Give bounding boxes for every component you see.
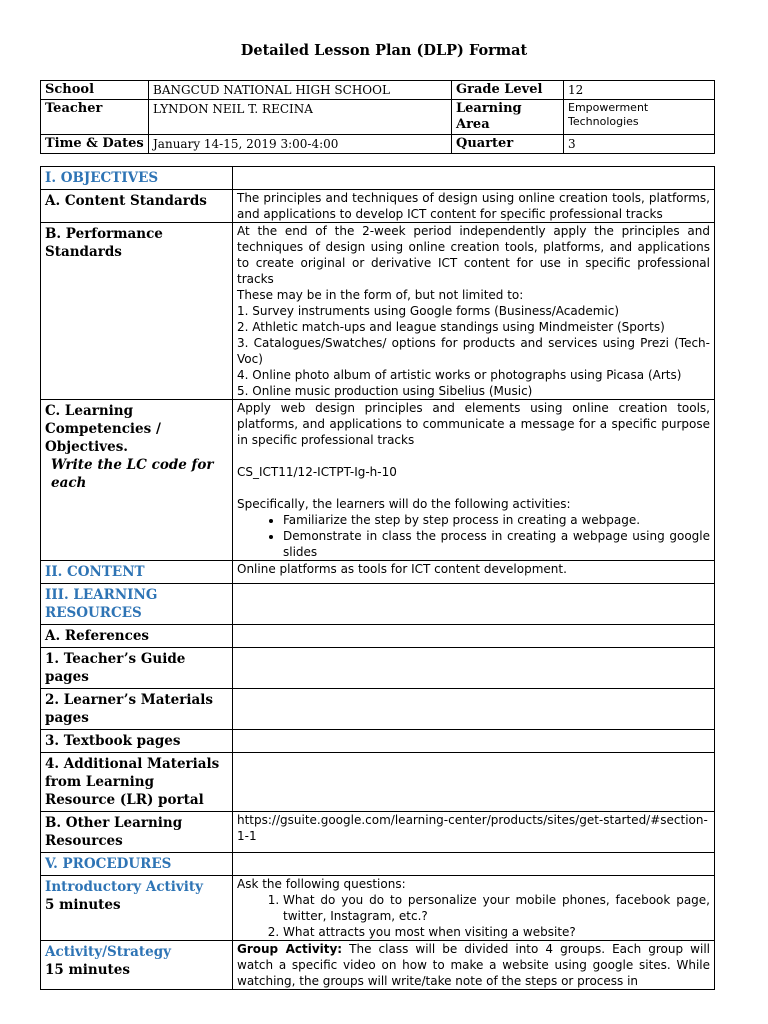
teachers-guide-row <box>41 648 715 689</box>
objectives-heading: I. OBJECTIVES <box>41 167 233 190</box>
procedures-empty <box>233 853 715 876</box>
list-item: • Familiarize the step by step process in creating a webpage. <box>283 512 710 528</box>
learners-materials-label: 2. Learner’s Materials pages <box>41 689 233 730</box>
school-label: School <box>41 81 149 100</box>
learning-competencies-text: Apply web design principles and elements using online creation tools, platforms, and applications to communicate a message for a specific purpose in specific professional tracks <box>237 401 710 447</box>
introductory-activity-time: 5 minutes <box>45 897 121 913</box>
learning-competencies-cell <box>41 400 233 561</box>
activity-strategy-time: 15 minutes <box>45 962 130 978</box>
textbook-label: 3. Textbook pages <box>41 730 233 753</box>
learners-materials-empty <box>233 689 715 730</box>
school-value: BANGCUD NATIONAL HIGH SCHOOL <box>149 81 452 100</box>
learners-materials-row <box>41 689 715 730</box>
textbook-row <box>41 730 715 753</box>
content-standards-label: A. Content Standards <box>41 190 233 223</box>
list-item: 1. What do you do to personalize your mobile phones, facebook page, twitter, Instagram, etc.? <box>283 892 710 924</box>
introductory-activity-content <box>233 876 715 941</box>
activity-strategy-content <box>233 941 715 990</box>
performance-standards-row <box>41 223 715 400</box>
learning-area-label: Learning Area <box>452 100 564 135</box>
references-label: A. References <box>41 625 233 648</box>
performance-intro: These may be in the form of, but not limited to: <box>237 288 524 302</box>
group-activity-label: Group Activity: <box>237 942 343 956</box>
group-activity-text: The class will be divided into 4 groups. Each group will watch a specific video on how to make a website using google sites. While watching, the groups will write/take note of the steps or process in <box>237 942 710 988</box>
content-standards-text: The principles and techniques of design using online creation tools, platforms, and applications to develop ICT content for specific professional tracks <box>233 190 715 223</box>
other-resources-link: https://gsuite.google.com/learning-center/products/sites/get-started/#section-1-1 <box>233 812 715 853</box>
performance-item: 5. Online music production using Sibelius (Music) <box>237 384 533 398</box>
grade-level-value: 12 <box>564 81 715 100</box>
learning-competencies-label: C. Learning Competencies / Objectives. <box>45 403 161 455</box>
teacher-label: Teacher <box>41 100 149 135</box>
references-empty <box>233 625 715 648</box>
additional-materials-empty <box>233 753 715 812</box>
content-heading: II. CONTENT <box>41 561 233 584</box>
introductory-lead: Ask the following questions: <box>237 877 406 891</box>
objectives-heading-row <box>41 167 715 190</box>
quarter-value: 3 <box>564 135 715 154</box>
additional-materials-label: 4. Additional Materials from Learning Resource (LR) portal <box>41 753 233 812</box>
header-table <box>40 80 715 154</box>
lc-activities-intro: Specifically, the learners will do the following activities: <box>237 497 571 511</box>
header-row-school <box>41 81 715 100</box>
teacher-value: LYNDON NEIL T. RECINA <box>149 100 452 135</box>
learning-competencies-content <box>233 400 715 561</box>
content-text: Online platforms as tools for ICT content development. <box>233 561 715 584</box>
objectives-heading-empty <box>233 167 715 190</box>
activity-strategy-row <box>41 941 715 990</box>
introductory-activity-label: Introductory Activity <box>45 879 203 895</box>
learning-area-value: Empowerment Technologies <box>564 100 715 135</box>
introductory-activity-cell <box>41 876 233 941</box>
performance-item: 4. Online photo album of artistic works or photographs using Picasa (Arts) <box>237 368 682 382</box>
content-standards-row <box>41 190 715 223</box>
performance-standards-label: B. Performance Standards <box>41 223 233 400</box>
introductory-questions <box>237 892 710 940</box>
procedures-heading: V. PROCEDURES <box>41 853 233 876</box>
learning-resources-heading: III. LEARNING RESOURCES <box>41 584 233 625</box>
references-row <box>41 625 715 648</box>
other-resources-row <box>41 812 715 853</box>
content-row <box>41 561 715 584</box>
teachers-guide-empty <box>233 648 715 689</box>
lc-activities-list <box>237 512 710 560</box>
header-row-teacher <box>41 100 715 135</box>
time-dates-label: Time & Dates <box>41 135 149 154</box>
document-title: Detailed Lesson Plan (DLP) Format <box>240 42 528 59</box>
performance-item: 1. Survey instruments using Google forms (Business/Academic) <box>237 304 620 318</box>
learning-resources-empty <box>233 584 715 625</box>
lc-code-note: Write the LC code for each <box>51 457 214 491</box>
teachers-guide-label: 1. Teacher’s Guide pages <box>41 648 233 689</box>
performance-item: 2. Athletic match-ups and league standings using Mindmeister (Sports) <box>237 320 665 334</box>
grade-level-label: Grade Level <box>452 81 564 100</box>
list-item: • Demonstrate in class the process in creating a webpage using google slides <box>283 528 710 560</box>
time-dates-value: January 14-15, 2019 3:00-4:00 <box>149 135 452 154</box>
lesson-plan-table <box>40 166 715 990</box>
other-resources-label: B. Other Learning Resources <box>41 812 233 853</box>
list-item: 2. What attracts you most when visiting a website? <box>283 924 710 940</box>
performance-standards-text: At the end of the 2-week period independently apply the principles and techniques of design using online creation tools, platforms, and applications to create original or derivative ICT content for use in specific professional tracks <box>237 224 710 286</box>
lc-code: CS_ICT11/12-ICTPT-Ig-h-10 <box>237 465 397 479</box>
activity-strategy-label: Activity/Strategy <box>45 944 171 960</box>
activity-strategy-cell <box>41 941 233 990</box>
header-row-time <box>41 135 715 154</box>
introductory-activity-row <box>41 876 715 941</box>
learning-resources-row <box>41 584 715 625</box>
quarter-label: Quarter <box>452 135 564 154</box>
textbook-empty <box>233 730 715 753</box>
performance-standards-cell <box>233 223 715 400</box>
performance-item: 3. Catalogues/Swatches/ options for products and services using Prezi (Tech- Voc) <box>237 336 710 366</box>
learning-competencies-row <box>41 400 715 561</box>
procedures-row <box>41 853 715 876</box>
additional-materials-row <box>41 753 715 812</box>
